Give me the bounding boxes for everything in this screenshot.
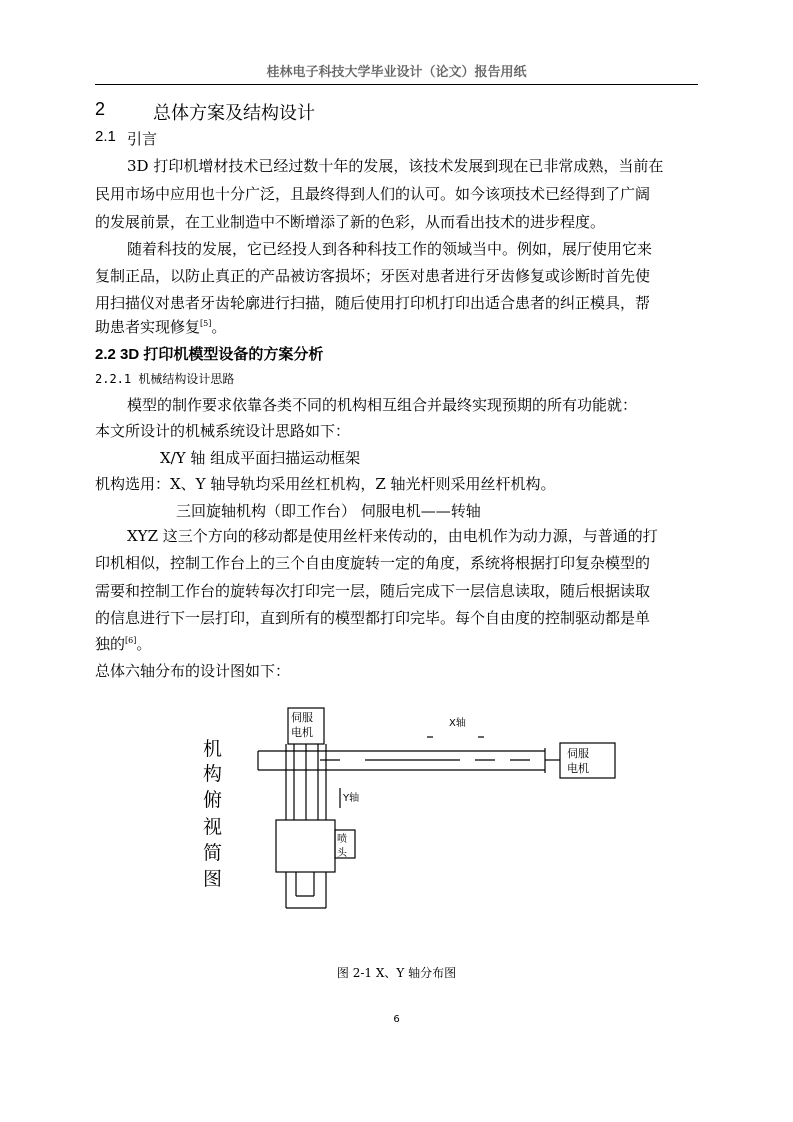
paragraph-text: 助患者实现修复 — [95, 318, 201, 336]
y-axis-label: Y轴 — [343, 793, 360, 804]
citation: [5] — [200, 319, 212, 328]
base-fork — [286, 872, 326, 908]
side-title-char: 图 — [203, 868, 223, 890]
mechanism-line: 机构选用：X、Y 轴导轨均采用丝杠机构，Z 轴光杆则采用丝杆机构。 — [95, 475, 556, 493]
paragraph-line: 的发展前景，在工业制造中不断增添了新的色彩，从而看出技术的进步程度。 — [95, 213, 606, 231]
paragraph-line: 总体六轴分布的设计图如下： — [95, 662, 291, 680]
page-header: 桂林电子科技大学毕业设计（论文）报告用纸 — [266, 65, 527, 80]
side-title-char: 构 — [203, 763, 223, 785]
figure-caption: 图 2-1 X、Y 轴分布图 — [336, 966, 457, 980]
servo-top-label: 电机 — [291, 726, 313, 739]
paragraph-end: 。 — [136, 635, 152, 653]
x-axis-rail — [258, 748, 560, 773]
paragraph-end: 。 — [211, 318, 227, 336]
paragraph-line: 复制正品，以防止真正的产品被访客损坏；牙医对患者进行牙齿修复或诊断时首先使 — [95, 267, 651, 285]
section-title: 总体方案及结构设计 — [153, 103, 315, 123]
section-number: 2 — [95, 99, 106, 119]
paragraph-line: 需要和控制工作台的旋转每次打印完一层，随后完成下一层信息读取，随后根据读取 — [95, 582, 651, 600]
side-title-char: 视 — [203, 816, 223, 838]
paragraph-line: XYZ 这三个方向的移动都是使用丝杆来传动的，由电机作为动力源，与普通的打 — [127, 527, 658, 545]
paragraph-line: 印机相似，控制工作台上的三个自由度旋转一定的角度，系统将根据打印复杂模型的 — [95, 554, 651, 572]
servo-right-label: 电机 — [567, 762, 589, 775]
side-title — [203, 738, 222, 890]
page-number: 6 — [393, 1014, 400, 1025]
subsection-title: 引言 — [127, 131, 158, 148]
paragraph-line: 模型的制作要求依靠各类不同的机构相互组合并最终实现预期的所有功能就： — [127, 396, 638, 414]
carriage-block — [276, 820, 335, 872]
subsection-heading: 2.2 3D 打印机模型设备的方案分析 — [95, 346, 324, 363]
nozzle-label: 头 — [337, 848, 347, 859]
paragraph-line: 民用市场中应用也十分广泛，且最终得到人们的认可。如今该项技术已经得到了广阔 — [95, 185, 651, 203]
citation: [6] — [125, 636, 137, 645]
paragraph-line: 随着科技的发展，它已经投人到各种科技工作的领域当中。例如，展厅使用它来 — [127, 240, 653, 258]
servo-right-label: 伺服 — [567, 747, 589, 760]
servo-top-label: 伺服 — [291, 711, 313, 724]
subsubsection-heading: 2.2.1 机械结构设计思路 — [95, 372, 235, 386]
paragraph-text: 独的 — [95, 635, 126, 653]
y-axis-column — [286, 744, 326, 820]
mechanism-line: 三回旋轴机构（即工作台） 伺服电机——转轴 — [176, 502, 481, 520]
paragraph-line: 的信息进行下一层打印，直到所有的模型都打印完毕。每个自由度的控制驱动都是单 — [95, 609, 651, 627]
side-title-char: 机 — [203, 738, 223, 760]
paragraph-line: 3D 打印机增材技术已经过数十年的发展，该技术发展到现在已非常成熟，当前在 — [127, 157, 664, 175]
side-title-char: 俯 — [203, 789, 223, 811]
x-axis-label: X轴 — [449, 718, 466, 729]
subsection-number: 2.1 — [95, 128, 116, 145]
paragraph-line: 用扫描仪对患者牙齿轮廓进行扫描，随后使用打印机打印出适合患者的纠正模具，帮 — [95, 294, 651, 312]
nozzle-label: 喷 — [337, 834, 347, 845]
paragraph-line: 本文所设计的机械系统设计思路如下： — [95, 422, 351, 440]
side-title-char: 简 — [203, 842, 223, 864]
mechanism-line: X/Y 轴 组成平面扫描运动框架 — [160, 449, 361, 467]
